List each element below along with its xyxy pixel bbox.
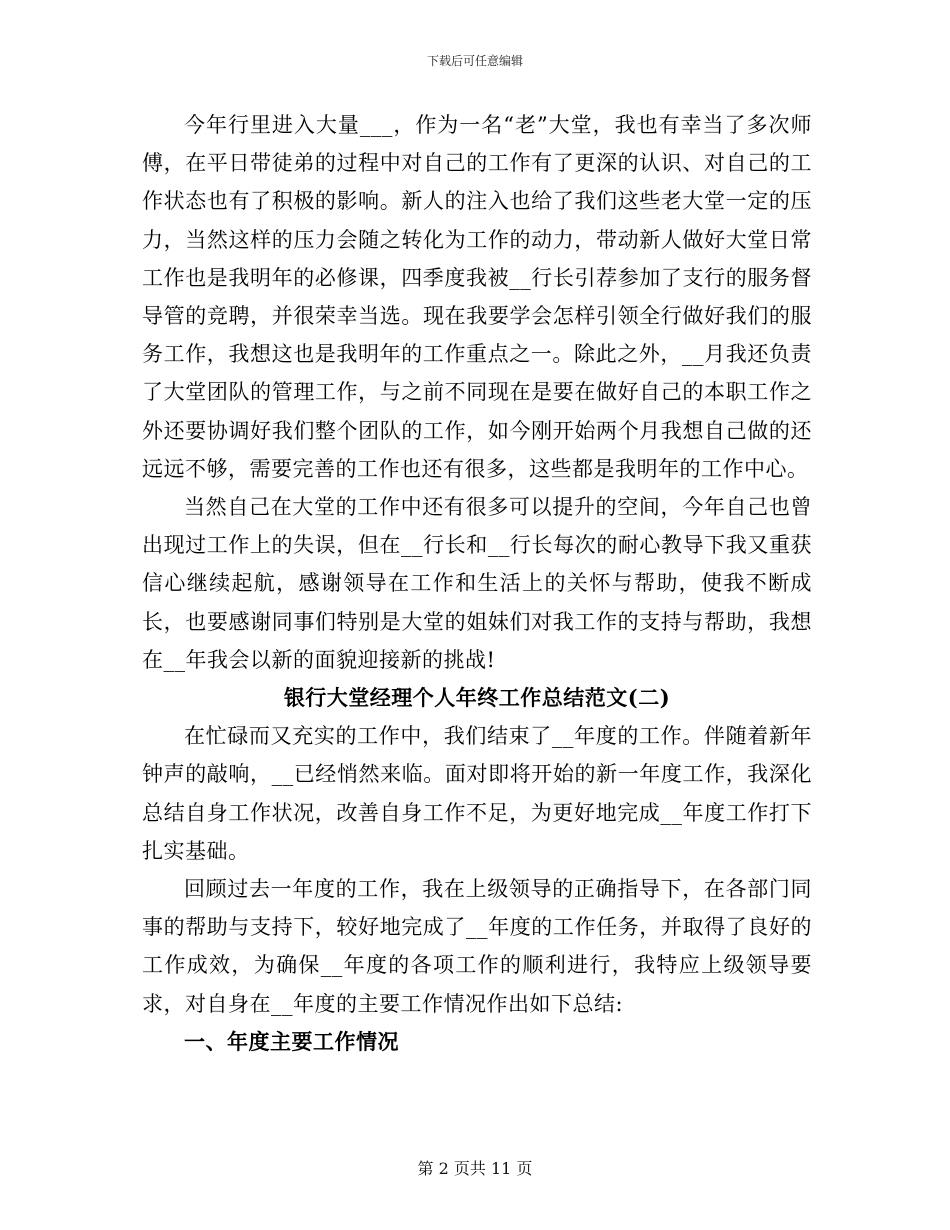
paragraph-4: 回顾过去一年度的工作，我在上级领导的正确指导下，在各部门同事的帮助与支持下，较好地完成了__年度的工作任务，并取得了良好的工作成效，为确保__年度的各项工作的顺利进行，我特应上级领导要求，对自身在__年度的主要工作情况作出如下总结: (142, 877, 812, 1016)
sub-heading: 一、年度主要工作情况 (184, 1028, 399, 1054)
paragraph-1: 今年行里进入大量___，作为一名“老”大堂，我也有幸当了多次师傅，在平日带徒弟的过程中对自己的工作有了更深的认识、对自己的工作状态也有了积极的影响。新人的注入也给了我们这些老大堂一定的压力，当然这样的压力会随之转化为工作的动力，带动新人做好大堂日常工作也是我明年的必修课，四季度我被__行长引荐参加了支行的服务督导管的竞聘，并很荣幸当选。现在我要学会怎样引领全行做好我们的服务工作，我想这也是我明年的工作重点之一。除此之外，__月我还负责了大堂团队的管理工作，与之前不同现在是要在做好自己的本职工作之外还要协调好我们整个团队的工作，如今刚开始两个月我想自己做的还远远不够，需要完善的工作也还有很多，这些都是我明年的工作中心。 (142, 113, 812, 481)
document-body (142, 106, 812, 1061)
section-title: 银行大堂经理个人年终工作总结范文(二) (283, 685, 671, 711)
paragraph-2: 当然自己在大堂的工作中还有很多可以提升的空间，今年自己也曾出现过工作上的失误，但在__行长和__行长每次的耐心教导下我又重获信心继续起航，感谢领导在工作和生活上的关怀与帮助，使我不断成长，也要感谢同事们特别是大堂的姐妹们对我工作的支持与帮助，我想在__年我会以新的面貌迎接新的挑战! (142, 495, 812, 672)
page-header: 下载后可任意编辑 (426, 54, 523, 68)
page-footer: 第 2 页共 11 页 (417, 1159, 533, 1178)
paragraph-3: 在忙碌而又充实的工作中，我们结束了__年度的工作。伴随着新年钟声的敲响，__已经悄然来临。面对即将开始的新一年度工作，我深化总结自身工作状况，改善自身工作不足，为更好地完成__年度工作打下扎实基础。 (142, 724, 812, 863)
